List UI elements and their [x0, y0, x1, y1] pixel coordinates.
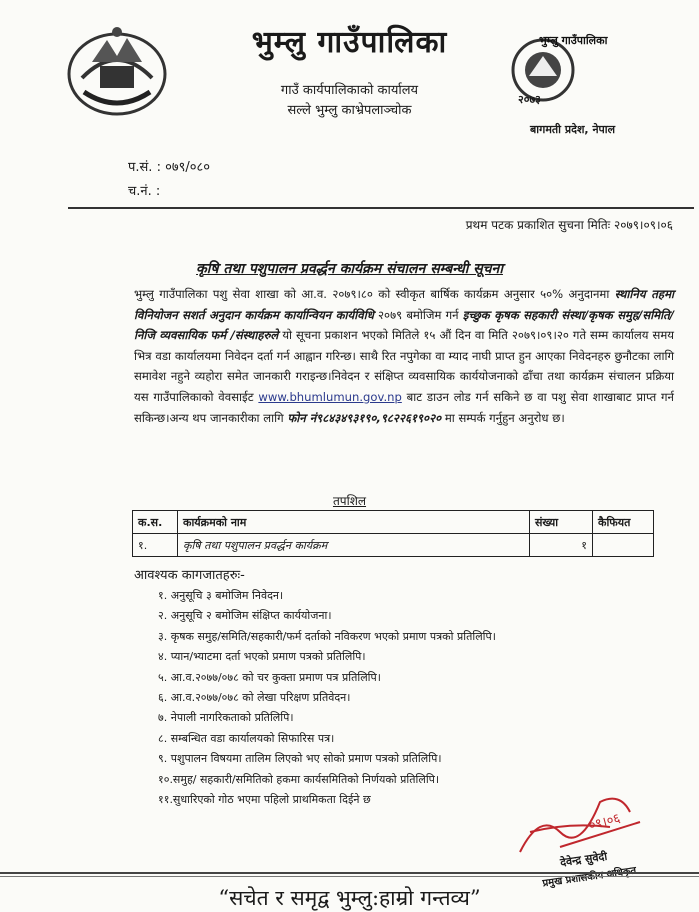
program-table — [132, 510, 654, 557]
header-remarks: कैफियत — [593, 511, 654, 534]
letter-number: प.सं. : ०७९/०८० — [128, 160, 211, 175]
cell-program-name: कृषि तथा पशुपालन प्रवर्द्धन कार्यक्रम — [178, 534, 530, 557]
list-item: ७. नेपाली नागरिकताको प्रतिलिपि। — [158, 711, 294, 725]
signature-date: ०९।०६ — [587, 811, 622, 834]
list-item: ८. सम्बन्धित वडा कार्यालयको सिफारिस पत्र। — [158, 731, 335, 745]
header-count: संख्या — [530, 511, 593, 534]
list-item: १०.समुह/ सहकारी/समितिको हकमा कार्यसमितिको निर्णयको प्रतिलिपि। — [158, 772, 440, 786]
body-text-5: यो सूचना प्रकाशन भएको मितिले १५ औं दिन वा मिति २०७९।०९।२० गते सम्म कार्यालय समय भित्र वडा कार्यालयमा निवेदन दर्ता गर्न आह्वान गरिन्छ। साथै रित नपुगेका वा म्याद नाघी प्राप्त हुन आएका निवेदनहरु छुनौटका लागि समावेश नहुने व्यहोरा समेत जानकारी गराइन्छ।निवेदन र संक्षिप्त व्यवसायिक कार्ययोजनाको ढाँचा तथा कार्यक्रम संचालन प्रक्रिया यस गाउँपालिकाको वेवसाईट — [134, 328, 675, 404]
cell-remarks — [593, 534, 654, 557]
website-link[interactable]: www.bhumlumun.gov.np — [258, 389, 402, 404]
footer-divider-thin — [0, 876, 699, 877]
seal-text: भुम्लु गाउँपालिका — [539, 34, 608, 47]
list-item: ३. कृषक समुह/समिति/सहकारी/फर्म दर्ताको नविकरण भएको प्रमाण पत्रको प्रतिलिपि। — [158, 629, 496, 643]
cell-count: १ — [530, 534, 593, 557]
office-name: गाउँ कार्यपालिकाको कार्यालय — [280, 83, 419, 98]
table-header-row — [133, 511, 654, 534]
municipality-seal-icon — [503, 30, 608, 110]
table-title: तपशिल — [332, 494, 367, 508]
body-text-3: २०७९ बमोजिम गर्न — [378, 307, 459, 322]
signatory-name: देवेन्द्र सुवेदी — [559, 849, 608, 870]
table-row — [133, 534, 654, 557]
body-text-2: स्थानिय तहमा विनियोजन सशर्त अनुदान कार्यक्रम कार्यान्वियन कार्यविधि — [134, 287, 675, 322]
notice-subject: कृषि तथा पशुपालन प्रवर्द्धन कार्यक्रम संचालन सम्बन्धी सूचना — [196, 261, 503, 277]
list-item: ११.सुधारिएको गोठ भएमा पहिलो प्राथमिकता दिईने छ — [158, 792, 371, 806]
header-program-name: कार्यक्रमको नाम — [178, 511, 530, 534]
phone-number: फोन नं९८४३४९३१९०,९८२२६१९०२० — [287, 410, 442, 425]
list-item: ९. पशुपालन विषयमा तालिम लिएको भए सोको प्रमाण पत्रको प्रतिलिपि। — [158, 752, 442, 766]
list-item: २. अनुसूचि २ बमोजिम संक्षिप्त कार्ययोजना। — [158, 609, 332, 623]
notice-body — [134, 284, 674, 428]
list-item: ६. आ.व.२०७७/०७८ को लेखा परिक्षण प्रतिवेदन। — [158, 690, 351, 704]
seal-year: २०७३ — [518, 93, 541, 106]
body-text-1: भुम्लु गाउँपालिका पशु सेवा शाखा को आ.व. २०७९।८० को स्वीकृत बार्षिक कार्यक्रम अनुसार ५०% अनुदानमा — [134, 287, 610, 301]
header-divider — [68, 207, 694, 209]
list-item: १. अनुसूचि ३ बमोजिम निवेदन। — [158, 589, 284, 602]
header-serial: क.स. — [133, 511, 178, 534]
body-text-7: मा सम्पर्क गर्नुहुन अनुरोध छ। — [444, 410, 565, 425]
body-text-6: बाट डाउन लोड गर्न सकिने छ वा पशु सेवा शाखाबाट प्राप्त गर्न सकिन्छ।अन्य थप जानकारीका लागि — [134, 389, 674, 425]
list-item: ५. आ.व.२०७७/०७८ को चर कुक्ता प्रमाण पत्र प्रतिलिपि। — [158, 670, 381, 684]
province-label: बागमती प्रदेश, नेपाल — [530, 123, 616, 136]
signatory-title: प्रमुख प्रशासकीय अधिकृत — [541, 865, 637, 890]
documents-list — [158, 586, 496, 810]
publication-date: प्रथम पटक प्रकाशित सुचना मितिः २०७९।०९।०६ — [465, 218, 673, 232]
footer-divider — [0, 872, 699, 874]
office-address: सल्ले भुम्लु काभ्रेपलाञ्चोक — [287, 103, 412, 118]
documents-title: आवश्यक कागजातहरुः- — [134, 568, 245, 583]
cell-serial: १. — [133, 534, 178, 557]
municipality-title: भुम्लु गाउँपालिका — [251, 25, 448, 60]
dispatch-number: च.नं. : — [128, 184, 161, 199]
body-text-4: इच्छुक कृषक सहकारी संस्था/कृषक समुह/समिति/निजि व्यवसायिक फर्म /संस्थाहरुले — [134, 307, 674, 343]
list-item: ४. प्यान/भ्याटमा दर्ता भएको प्रमाण पत्रको प्रतिलिपि। — [158, 650, 366, 664]
footer-slogan: “सचेत र समृद्व भुम्लु:हाम्रो गन्तव्य” — [218, 886, 481, 910]
